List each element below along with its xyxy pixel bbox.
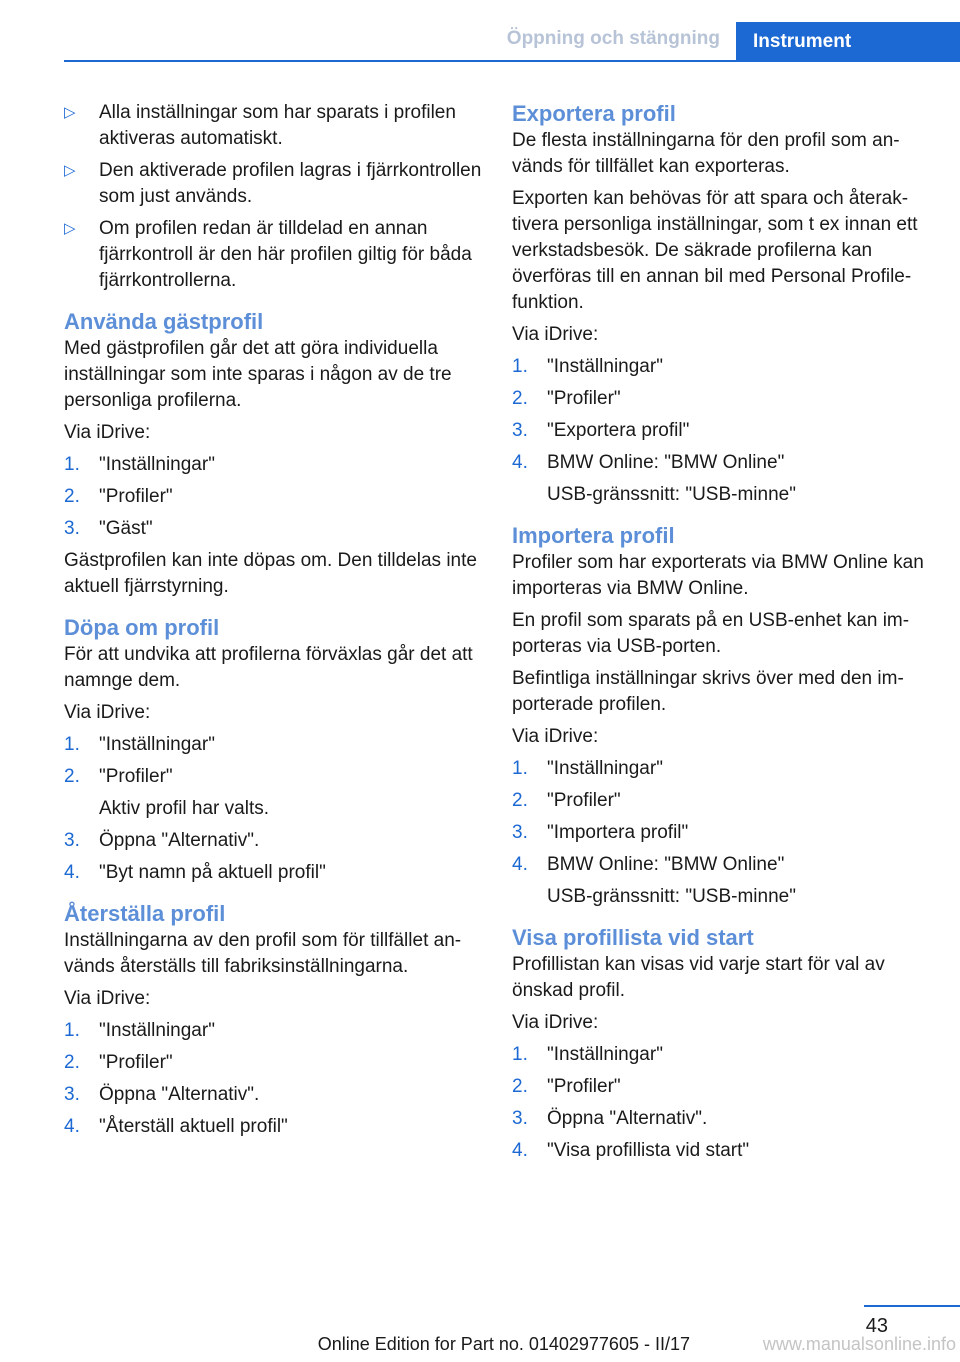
via-idrive-label: Via iDrive:	[64, 988, 151, 1009]
header-divider	[64, 60, 960, 62]
list-item: 3. Öppna "Alternativ".	[64, 830, 260, 851]
via-idrive-label: Via iDrive:	[512, 726, 599, 747]
via-idrive-label: Via iDrive:	[64, 702, 151, 723]
import-profile-section	[512, 522, 928, 910]
via-idrive-label: Via iDrive:	[64, 422, 151, 443]
list-item: 3. Öppna "Alternativ".	[512, 1108, 708, 1129]
step-list	[512, 1042, 928, 1164]
via-idrive-label: Via iDrive:	[512, 324, 599, 345]
left-column	[64, 100, 482, 1146]
section-heading: Visa profillista vid start	[512, 925, 754, 950]
paragraph: De flesta inställningarna för den profil som används för tillfället kan exporteras.	[512, 130, 900, 177]
list-item: 4. "Återställ aktuell profil"	[64, 1116, 288, 1137]
bullet-list	[64, 100, 482, 294]
list-item: 1. "Inställningar"	[512, 758, 663, 779]
section-tab: Öppning och stängning	[506, 28, 720, 49]
paragraph: En profil som sparats på en USB-enhet kan importeras via USB-porten.	[512, 610, 910, 657]
paragraph: Profiler som har exporterats via BMW Online kan importeras via BMW Online.	[512, 552, 924, 599]
list-item: 2. "Profiler" Aktiv profil har valts.	[64, 766, 269, 819]
list-item: 2. "Profiler"	[64, 1052, 173, 1073]
paragraph: Gästprofilen kan inte döpas om. Den tilldelas inte aktuell fjärrstyrning.	[64, 550, 477, 597]
list-item: ▷ Om profilen redan är tilldelad en annan fjärrkontroll är den här profilen giltig för båda fjärrkontrollerna.	[64, 218, 472, 291]
paragraph: Exporten kan behövas för att spara och återaktivera personliga inställningar, som t ex innan ett verkstadsbesök. De säkrade profilerna kan överföras till en annan bil med Personal Profile-funktion.	[512, 188, 918, 313]
triangle-bullet-icon: ▷	[64, 104, 76, 121]
guest-profile-section	[64, 308, 482, 600]
section-heading: Döpa om profil	[64, 615, 220, 640]
list-item: 3. "Exportera profil"	[512, 420, 690, 441]
section-heading: Exportera profil	[512, 101, 676, 126]
paragraph: Befintliga inställningar skrivs över med den importerade profilen.	[512, 668, 904, 715]
step-list	[512, 354, 928, 508]
list-item: 2. "Profiler"	[64, 486, 173, 507]
section-heading: Använda gästprofil	[64, 309, 264, 334]
section-heading: Importera profil	[512, 523, 675, 548]
right-column	[512, 100, 928, 1170]
list-item: 2. "Profiler"	[512, 388, 621, 409]
list-item: 3. "Gäst"	[64, 518, 153, 539]
list-item: ▷ Alla inställningar som har sparats i profilen aktiveras automatiskt.	[64, 102, 456, 149]
bullet-section	[64, 100, 482, 294]
list-item: 4. "Byt namn på aktuell profil"	[64, 862, 326, 883]
list-item: ▷ Den aktiverade profilen lagras i fjärrkontrollen som just används.	[64, 160, 482, 207]
list-item: 2. "Profiler"	[512, 790, 621, 811]
list-item: 1. "Inställningar"	[512, 356, 663, 377]
watermark: www.manualsonline.info	[762, 1334, 956, 1354]
triangle-bullet-icon: ▷	[64, 162, 76, 179]
triangle-bullet-icon: ▷	[64, 220, 76, 237]
reset-profile-section	[64, 900, 482, 1140]
list-item: 1. "Inställningar"	[512, 1044, 663, 1065]
step-list	[64, 1018, 482, 1140]
export-profile-section	[512, 100, 928, 508]
list-item: 3. Öppna "Alternativ".	[64, 1084, 260, 1105]
rename-profile-section	[64, 614, 482, 886]
list-item: 4. BMW Online: "BMW Online" USB-gränssnitt: "USB-minne"	[512, 854, 796, 907]
paragraph: För att undvika att profilerna förväxlas går det att namnge dem.	[64, 644, 473, 691]
list-item: 1. "Inställningar"	[64, 734, 215, 755]
via-idrive-label: Via iDrive:	[512, 1012, 599, 1033]
chapter-tab: Instrument	[736, 22, 960, 62]
list-item: 1. "Inställningar"	[64, 454, 215, 475]
start-profile-list-section	[512, 924, 928, 1164]
list-item: 2. "Profiler"	[512, 1076, 621, 1097]
list-item: 1. "Inställningar"	[64, 1020, 215, 1041]
edition-footer: Online Edition for Part no. 01402977605 - II/17	[317, 1334, 690, 1354]
section-heading: Återställa profil	[64, 901, 226, 926]
paragraph: Med gästprofilen går det att göra individuella inställningar som inte sparas i någon av de tre personliga profilerna.	[64, 338, 452, 411]
page-number: 43	[865, 1315, 888, 1337]
page-header	[0, 0, 960, 62]
footer-divider	[864, 1305, 960, 1307]
step-list	[64, 732, 482, 886]
step-list	[512, 756, 928, 910]
list-item: 3. "Importera profil"	[512, 822, 689, 843]
list-item: 4. BMW Online: "BMW Online" USB-gränssnitt: "USB-minne"	[512, 452, 796, 505]
step-list	[64, 452, 482, 542]
paragraph: Inställningarna av den profil som för tillfället används återställs till fabriksinställningarna.	[64, 930, 462, 977]
list-item: 4. "Visa profillista vid start"	[512, 1140, 750, 1161]
paragraph: Profillistan kan visas vid varje start för val av önskad profil.	[512, 954, 885, 1001]
